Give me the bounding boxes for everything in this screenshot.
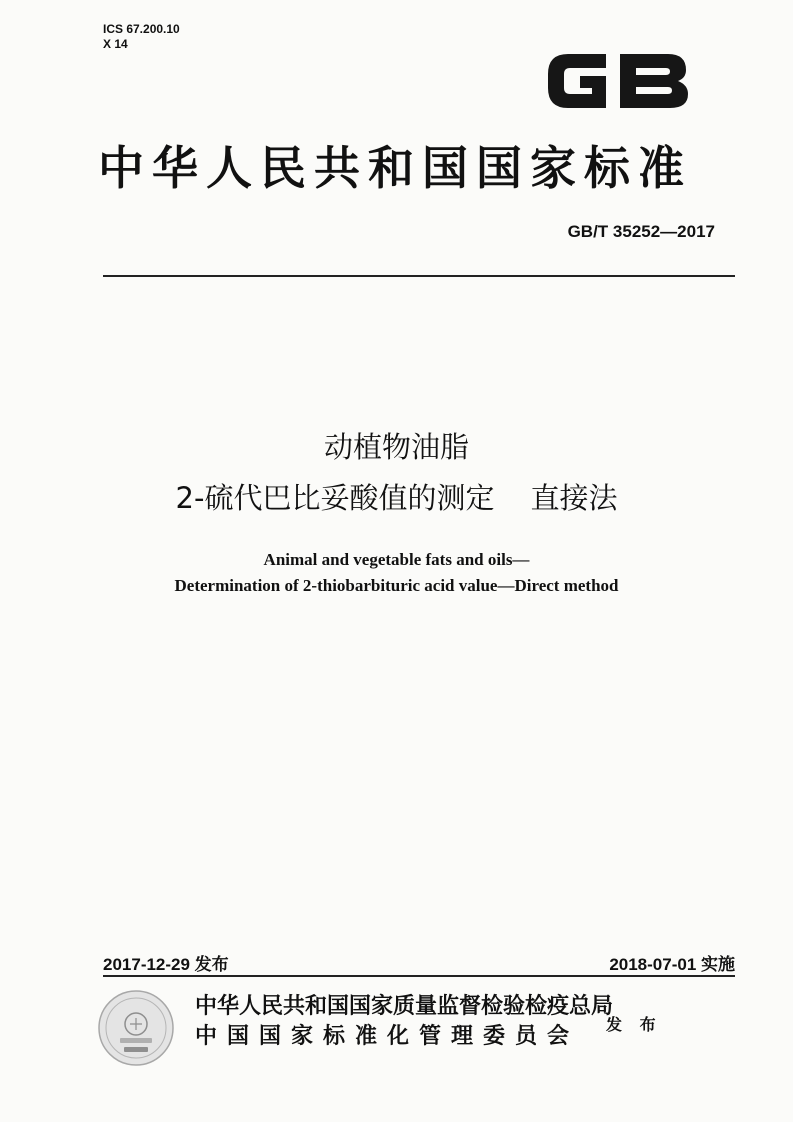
title-en-line2: Determination of 2-thiobarbituric acid value—Direct method [174,576,619,595]
title-cn-line2-part2: 直接法 [530,481,618,515]
issuer-line2: 中国国家标准化管理委员会 [195,1023,580,1049]
issuer-line1: 中华人民共和国国家质量监督检验检疫总局 [195,993,614,1019]
bottom-divider [103,975,735,977]
standard-title: 中华人民共和国国家标准 [98,141,692,195]
title-cn-line1: 动植物油脂 [323,430,469,464]
anti-counterfeit-seal-icon [96,988,176,1068]
standard-number: GB/T 35252—2017 [567,222,715,241]
title-cn-line2 [0,478,793,518]
ccs-code: X 14 [103,37,128,51]
title-cn-line2-part1: 2-硫代巴比妥酸值的测定 [175,481,495,515]
top-divider [103,275,735,277]
gb-logo-icon [540,40,694,120]
title-en-line1: Animal and vegetable fats and oils— [263,550,530,569]
issue-date: 2017-12-29 发布 [103,955,229,974]
ics-code: ICS 67.200.10 [103,22,180,36]
publish-label: 发 布 [606,1015,662,1034]
implement-date: 2018-07-01 实施 [609,955,735,974]
classification-codes [103,22,180,52]
